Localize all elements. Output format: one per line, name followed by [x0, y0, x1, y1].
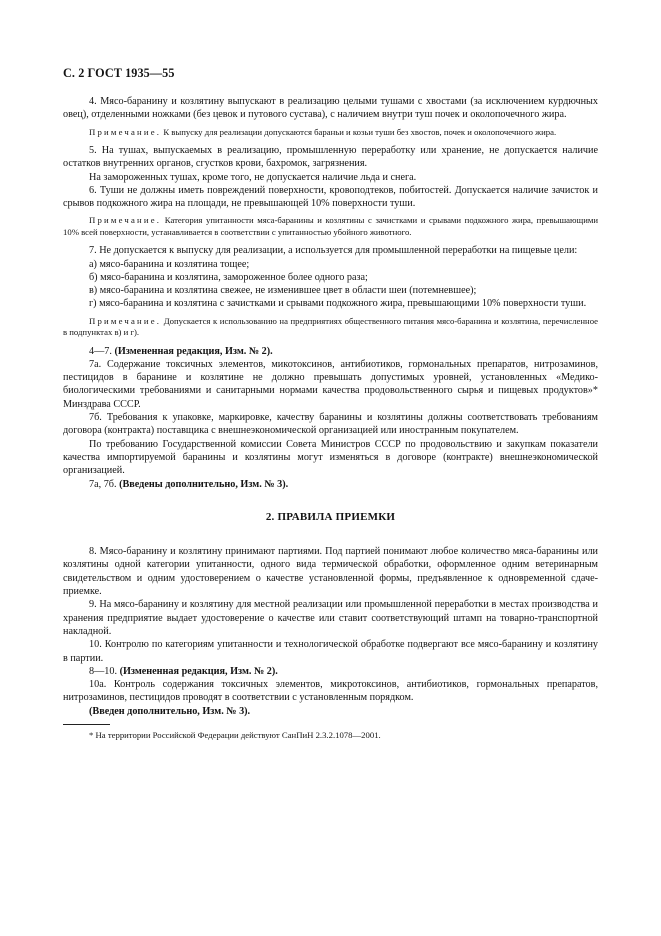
- edit-ref: 4—7.: [89, 345, 112, 357]
- list-item: а) мясо-баранина и козлятина тощее;: [89, 258, 250, 270]
- note-label: Примечание.: [89, 126, 162, 137]
- edit-note-4: [63, 705, 598, 718]
- note-label: Примечание.: [89, 315, 162, 326]
- paragraph-6: 6. Туши не должны иметь повреждений поверхности, кровоподтеков, побитостей. Допускается наличие зачисток и срывов подкожного жира на площади, не превышающей 10% поверхности туши.: [63, 184, 598, 210]
- section-heading: 2. ПРАВИЛА ПРИЕМКИ: [265, 510, 396, 523]
- note-label: Примечание.: [89, 215, 162, 226]
- note-2: [63, 215, 598, 238]
- paragraph-9: 9. На мясо-баранину и козлятину для местной реализации или промышленной переработки в местах производства и хранения предприятие выдает удостоверение о качестве или ставит соответствующий штамп на товарно-транспортной накладной.: [63, 599, 598, 637]
- page-header: С. 2 ГОСТ 1935—55: [63, 66, 175, 80]
- document-body: [63, 95, 598, 741]
- paragraph-5b: На замороженных тушах, кроме того, не допускается наличие льда и снега.: [89, 171, 417, 183]
- paragraph-10: 10. Контролю по категориям упитанности и технологической обработке подвергают все мясо-баранину и козлятину в партии.: [63, 639, 598, 664]
- list-item: б) мясо-баранина и козлятина, замороженное более одного раза;: [89, 271, 368, 283]
- paragraph-10a: 10а. Контроль содержания токсичных элементов, микротоксинов, антибиотиков, гормональных препаратов, нитрозаминов, пестицидов проводят в соответствии с установленным порядком.: [63, 679, 598, 704]
- edit-note-3: [63, 665, 598, 678]
- edit-note-2: [63, 478, 598, 491]
- list-item: в) мясо-баранина и козлятина свежее, не изменившее цвет в области шеи (потемневшее);: [89, 285, 477, 297]
- edit-ref: 7а, 7б.: [89, 478, 117, 490]
- note-text: Допускается к использованию на предприятиях общественного питания мясо-баранина и козлятина, перечисленное в подпунктах в) и г).: [63, 315, 599, 338]
- note-3: [63, 316, 598, 339]
- note-text: Категория упитанности мяса-баранины и козлятины с зачистками и срывами подкожного жира, превышающими 10% всей поверхности, устанавливается в соответствии с упитанностью убойного животного.: [63, 215, 598, 237]
- note-text: К выпуску для реализации допускаются бараньи и козьи туши без хвостов, почек и околопочечного жира.: [163, 126, 557, 137]
- edit-text: (Введены дополнительно, Изм. № 3).: [119, 478, 289, 490]
- footnote-divider: [63, 724, 110, 725]
- paragraph-7b: 7б. Требования к упаковке, маркировке, качеству баранины и козлятины должны соответствовать требованиям договора (контракта) поставщика с внешнеэкономической организацией или иностранным покупателем.: [63, 412, 598, 437]
- list-item: г) мясо-баранина и козлятина с зачистками и срывами подкожного жира, превышающими 10% поверхности туши.: [89, 298, 587, 310]
- paragraph-7a: 7а. Содержание токсичных элементов, микотоксинов, антибиотиков, гормональных препаратов, нитрозаминов, пестицидов в баранине и козлятине не должно превышать допустимых уровней, установленных «Медико-биологическими требованиями и санитарными нормами качества продовольственного сырья и пищевых продуктов»* Минздрава СССР.: [63, 358, 598, 410]
- footnote: * На территории Российской Федерации действуют СанПиН 2.3.2.1078—2001.: [89, 730, 381, 741]
- edit-ref: 8—10.: [89, 665, 118, 677]
- edit-text: (Измененная редакция, Изм. № 2).: [119, 665, 278, 677]
- edit-text: (Введен дополнительно, Изм. № 3).: [89, 705, 251, 717]
- edit-note-1: [63, 345, 598, 358]
- paragraph-5: 5. На тушах, выпускаемых в реализацию, промышленную переработку или хранение, не допускается наличие остатков внутренних органов, сгустков крови, бахромок, загрязнения.: [63, 145, 598, 170]
- paragraph-4: 4. Мясо-баранину и козлятину выпускают в реализацию целыми тушами с хвостами (за исключением курдючных овец), отделенными ножками (без цевок и путового сустава), с наличием внутри туш почек и околопочечного жира.: [63, 96, 598, 121]
- paragraph-7c: По требованию Государственной комиссии Совета Министров СССР по продовольствию и закупкам показатели качества импортируемой баранины и козлятины могут изменяться в договоре (контракте) внешнеэкономической организацией.: [63, 438, 598, 477]
- paragraph-8: 8. Мясо-баранину и козлятину принимают партиями. Под партией понимают любое количество мяса-баранины или козлятины одной категории упитанности, одного вида термической обработки, оформленное одним ветеринарным свидетельством и одним удостоверением о качестве установленной формы, предъявленное к одновременной сдаче-приемке.: [63, 546, 598, 598]
- edit-text: (Измененная редакция, Изм. № 2).: [114, 345, 273, 357]
- note-1: [63, 127, 598, 138]
- paragraph-7: 7. Не допускается к выпуску для реализации, а используется для промышленной переработки на пищевые цели:: [89, 245, 578, 257]
